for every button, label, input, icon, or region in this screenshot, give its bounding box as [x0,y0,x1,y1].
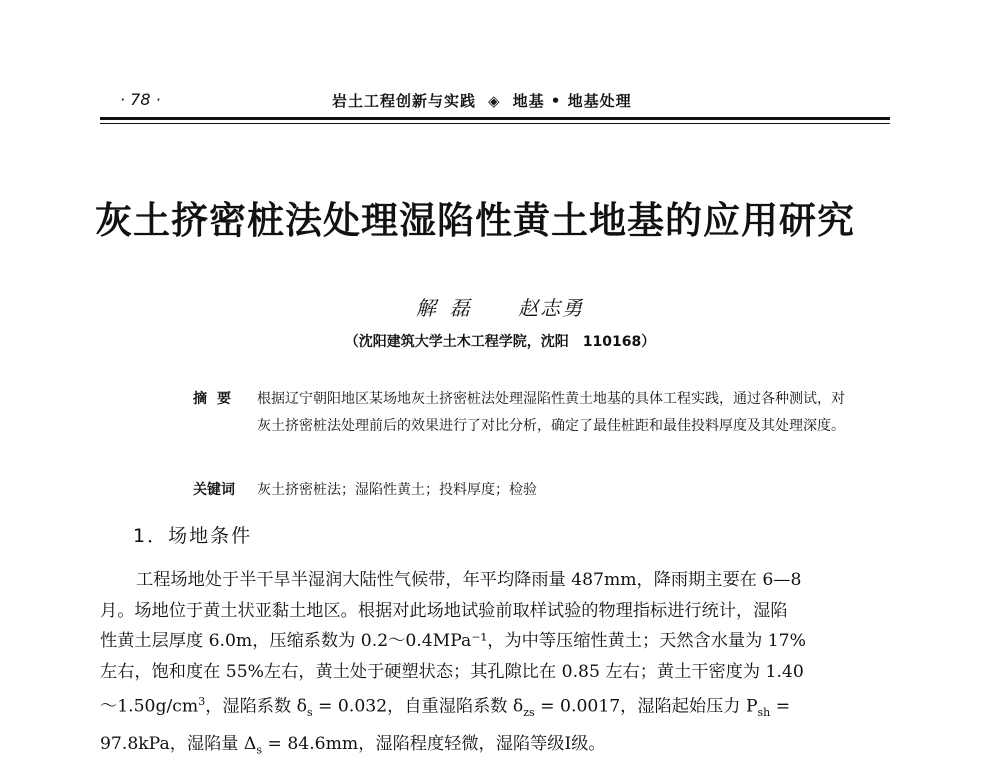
subscript: s [256,743,263,757]
section-heading: 1．场地条件 [133,525,253,547]
body-line [100,729,895,766]
body-fragment: ，湿陷系数 δ [205,696,307,717]
body-fragment: ⁻¹，为中等压缩性黄土；天然含水量为 17% [471,631,806,651]
keywords-text: 灰土挤密桩法；湿陷性黄土；投料厚度；检验 [257,482,537,498]
body-line [100,626,895,657]
abstract-text: 根据辽宁朝阳地区某场地灰土挤密桩法处理湿陷性黄土地基的具体工程实践，通过各种测试，对灰土挤密桩法处理前后的效果进行了对比分析，确定了最佳桩距和最佳投料厚度及其处理深度。 [257,391,845,434]
body-fragment: = 84.6mm，湿陷程度轻微，湿陷等级Ⅰ级。 [262,733,606,754]
section-name: 地基 • 地基处理 [512,92,632,110]
body-fragment: = 0.0017，湿陷起始压力 P [534,696,758,717]
paper-title: 灰土挤密桩法处理湿陷性黄土地基的应用研究 [95,198,855,242]
body-fragment: ～1.50g/cm [100,696,199,717]
header-rule-thick [100,117,890,120]
subscript: sh [757,706,771,720]
running-header [100,86,890,112]
body-line: 工程场地处于半干旱半湿润大陆性气候带，年平均降雨量 487mm，降雨期主要在 6—8 [136,570,802,590]
journal-header [332,90,632,111]
body-line: 月。场地位于黄土状亚黏土地区。根据对此场地试验前取样试验的物理指标进行统计，湿陷 [100,600,788,621]
abstract-label: 摘要 [193,391,241,407]
body-paragraph [100,565,895,766]
header-rule-thin [100,123,890,124]
body-line [100,687,895,729]
superscript: 3 [198,695,206,708]
keywords-label: 关键词 [193,482,235,498]
authors [0,292,1000,321]
body-fragment: 97.8kPa，湿陷量 Δ [100,733,257,754]
subscript: s [306,706,313,720]
body-fragment: = [770,696,791,717]
separator-icon: ◈ [488,92,501,110]
author-1: 解磊 [415,296,484,320]
journal-name: 岩土工程创新与实践 [332,92,477,110]
page-number: · 78 · [120,90,161,109]
affiliation: （沈阳建筑大学土木工程学院，沈阳 110168） [344,334,656,350]
author-2: 赵志勇 [518,296,585,320]
body-fragment: 性黄土层厚度 6.0m，压缩系数为 0.2～0.4MPa [100,631,472,651]
subscript: zs [523,706,535,720]
body-fragment: = 0.032，自重湿陷系数 δ [312,696,524,717]
body-line: 左右，饱和度在 55%左右，黄土处于硬塑状态；其孔隙比在 0.85 左右；黄土干密度为 1.40 [100,661,804,682]
